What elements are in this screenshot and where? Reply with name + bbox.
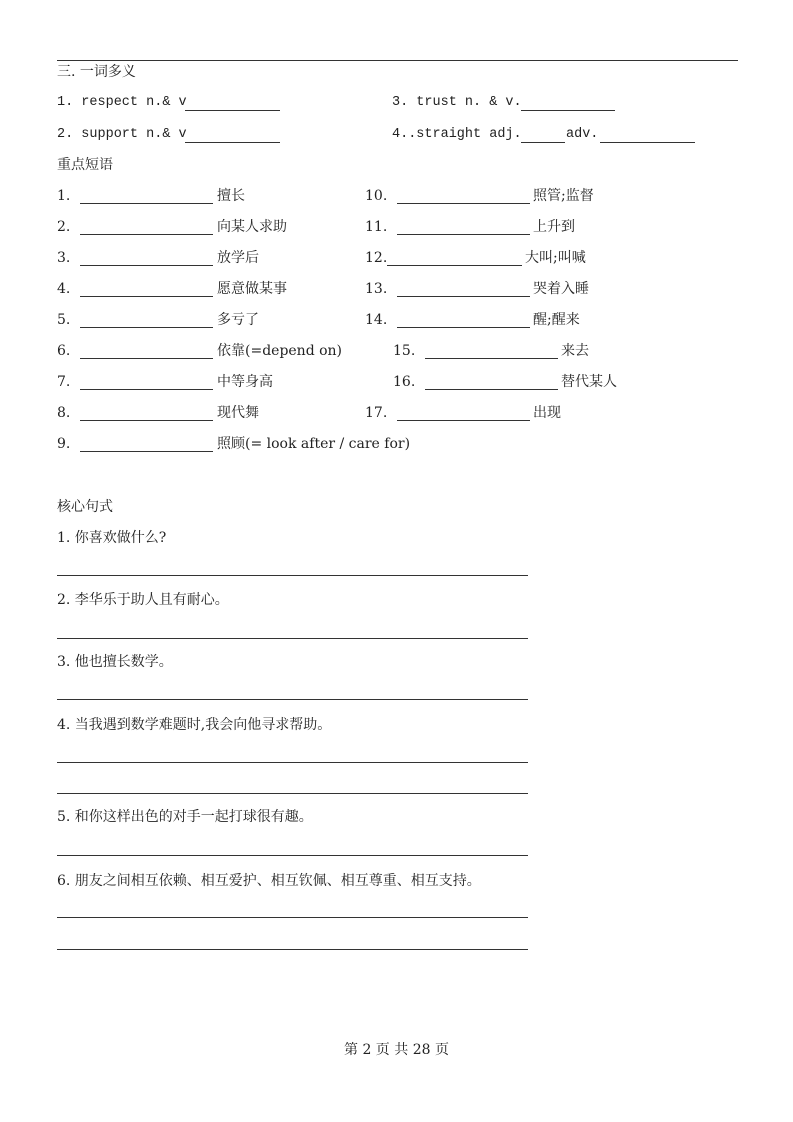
phrase-number: 10. xyxy=(365,188,388,204)
sentence-answer-line[interactable] xyxy=(57,917,528,918)
sentence-answer-line[interactable] xyxy=(57,638,528,639)
phrase-answer-blank[interactable] xyxy=(397,203,530,204)
phrase-answer-blank[interactable] xyxy=(80,296,213,297)
sentence-answer-line[interactable] xyxy=(57,762,528,763)
phrase-meaning: 哭着入睡 xyxy=(533,281,589,297)
answer-blank[interactable] xyxy=(600,142,695,143)
phrase-answer-blank[interactable] xyxy=(397,296,530,297)
phrase-answer-blank[interactable] xyxy=(80,451,213,452)
phrase-number: 15. xyxy=(393,343,416,359)
phrase-meaning: 放学后 xyxy=(217,250,259,266)
phrase-number: 4. xyxy=(57,281,71,297)
sentence-answer-line[interactable] xyxy=(57,949,528,950)
phrase-number: 1. xyxy=(57,188,71,204)
phrase-number: 8. xyxy=(57,405,71,421)
phrase-meaning: 中等身高 xyxy=(217,374,273,390)
sentence-answer-line[interactable] xyxy=(57,575,528,576)
phrase-meaning: 擅长 xyxy=(217,188,245,204)
phrase-meaning: 愿意做某事 xyxy=(217,281,287,297)
phrase-answer-blank[interactable] xyxy=(397,327,530,328)
sentence-answer-line[interactable] xyxy=(57,793,528,794)
phrase-number: 7. xyxy=(57,374,71,390)
page-footer: 第 2 页 共 28 页 xyxy=(344,1042,449,1058)
polysemy-item-2: 2. support n.& v xyxy=(57,127,187,142)
phrase-number: 12. xyxy=(365,250,388,266)
phrase-meaning: 照顾(= look after / care for) xyxy=(217,436,411,452)
answer-blank[interactable] xyxy=(185,110,280,111)
phrases-title: 重点短语 xyxy=(57,157,113,173)
phrase-number: 2. xyxy=(57,219,71,235)
phrase-number: 9. xyxy=(57,436,71,452)
phrase-number: 17. xyxy=(365,405,388,421)
phrase-meaning: 照管;监督 xyxy=(533,188,594,204)
phrase-meaning: 现代舞 xyxy=(217,405,259,421)
phrase-number: 5. xyxy=(57,312,71,328)
phrase-meaning: 出现 xyxy=(533,405,561,421)
sentence-prompt: 4. 当我遇到数学难题时,我会向他寻求帮助。 xyxy=(57,717,332,733)
phrase-number: 14. xyxy=(365,312,388,328)
sentence-prompt: 3. 他也擅长数学。 xyxy=(57,654,173,670)
phrase-number: 13. xyxy=(365,281,388,297)
phrase-meaning: 上升到 xyxy=(533,219,575,235)
phrase-meaning: 来去 xyxy=(561,343,589,359)
sentence-prompt: 6. 朋友之间相互依赖、相互爱护、相互钦佩、相互尊重、相互支持。 xyxy=(57,873,481,889)
phrase-answer-blank[interactable] xyxy=(425,358,558,359)
sentence-answer-line[interactable] xyxy=(57,699,528,700)
answer-blank[interactable] xyxy=(521,110,615,111)
polysemy-item-4-adv: adv. xyxy=(566,127,599,142)
polysemy-item-4: 4..straight adj. xyxy=(392,127,522,142)
sentences-title: 核心句式 xyxy=(57,499,113,515)
phrase-number: 11. xyxy=(365,219,388,235)
sentence-prompt: 2. 李华乐于助人且有耐心。 xyxy=(57,592,229,608)
phrase-answer-blank[interactable] xyxy=(397,420,530,421)
phrase-answer-blank[interactable] xyxy=(387,265,522,266)
header-rule xyxy=(57,60,738,61)
answer-blank[interactable] xyxy=(521,142,565,143)
phrase-meaning: 多亏了 xyxy=(217,312,259,328)
phrase-number: 3. xyxy=(57,250,71,266)
sentence-prompt: 5. 和你这样出色的对手一起打球很有趣。 xyxy=(57,809,313,825)
phrase-answer-blank[interactable] xyxy=(80,420,213,421)
phrase-answer-blank[interactable] xyxy=(80,234,213,235)
phrase-answer-blank[interactable] xyxy=(80,265,213,266)
phrase-meaning: 依靠(=depend on) xyxy=(217,343,343,359)
phrase-meaning: 向某人求助 xyxy=(217,219,287,235)
phrase-answer-blank[interactable] xyxy=(80,327,213,328)
phrase-answer-blank[interactable] xyxy=(425,389,558,390)
sentence-answer-line[interactable] xyxy=(57,855,528,856)
phrase-meaning: 替代某人 xyxy=(561,374,617,390)
sentence-prompt: 1. 你喜欢做什么? xyxy=(57,530,167,546)
answer-blank[interactable] xyxy=(185,142,280,143)
polysemy-item-3: 3. trust n. & v. xyxy=(392,95,522,110)
phrase-answer-blank[interactable] xyxy=(80,203,213,204)
phrase-answer-blank[interactable] xyxy=(397,234,530,235)
phrase-number: 6. xyxy=(57,343,71,359)
polysemy-item-1: 1. respect n.& v xyxy=(57,95,187,110)
phrase-meaning: 大叫;叫喊 xyxy=(525,250,586,266)
phrase-answer-blank[interactable] xyxy=(80,358,213,359)
section-title: 三. 一词多义 xyxy=(57,64,136,80)
phrase-answer-blank[interactable] xyxy=(80,389,213,390)
phrase-meaning: 醒;醒来 xyxy=(533,312,580,328)
phrase-number: 16. xyxy=(393,374,416,390)
